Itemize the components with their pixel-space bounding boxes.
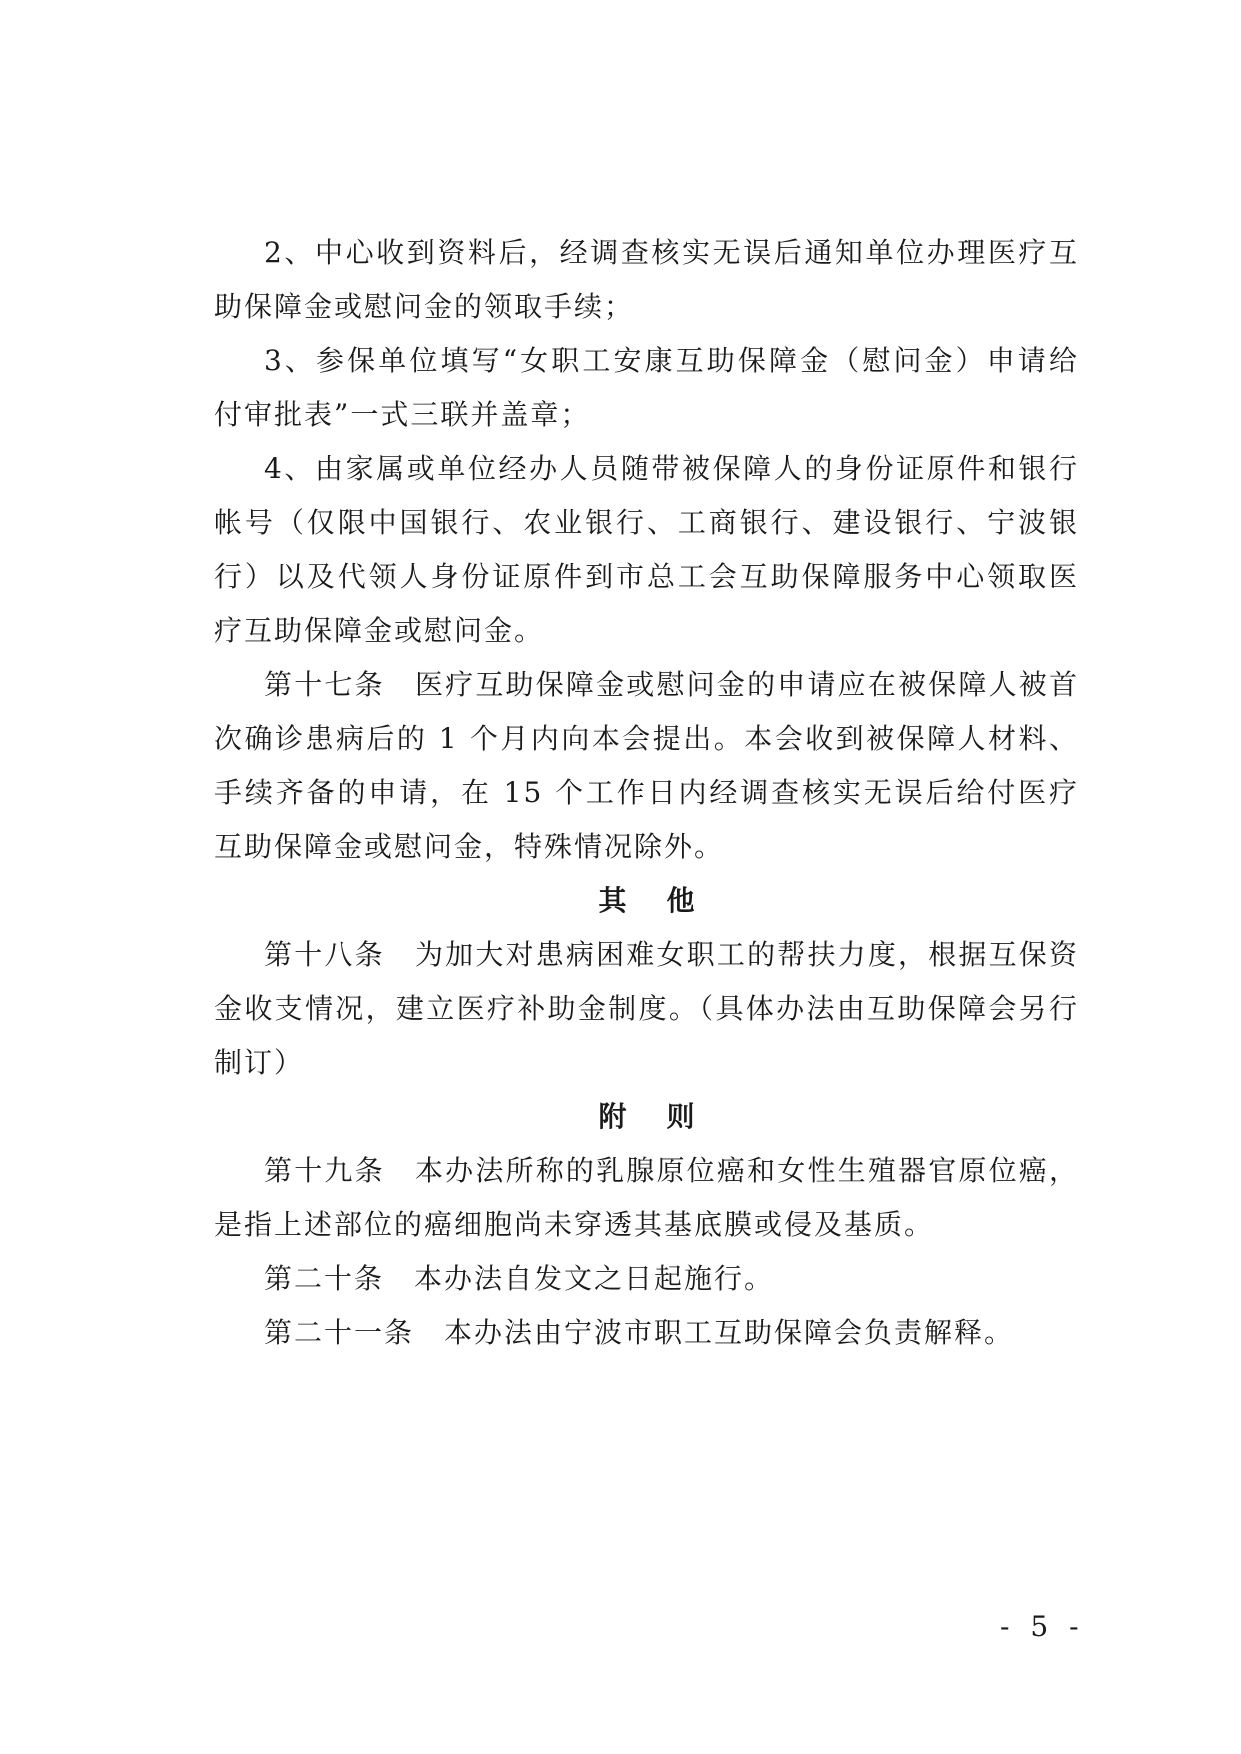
section-heading-supplementary: 附则	[598, 1100, 735, 1133]
article-21: 第二十一条 本办法由宁波市职工互助保障会负责解释。	[264, 1316, 1015, 1349]
paragraph-item-2: 2、中心收到资料后，经调查核实无误后通知单位办理医疗互助保障金或慰问金的领取手续；	[214, 236, 1079, 323]
article-17: 第十七条 医疗互助保障金或慰问金的申请应在被保障人被首次确诊患病后的 1 个月内向本会提出。本会收到被保障人材料、手续齐备的申请，在 15 个工作日内经调查核实无误后给付医疗互助保障金或慰问金，特殊情况除外。	[214, 668, 1079, 863]
document-body	[214, 226, 1079, 1360]
article-20: 第二十条 本办法自发文之日起施行。	[264, 1262, 775, 1295]
section-heading-other: 其他	[598, 884, 735, 917]
page-number: - 5 -	[1000, 1610, 1085, 1643]
article-19: 第十九条 本办法所称的乳腺原位癌和女性生殖器官原位癌，是指上述部位的癌细胞尚未穿透其基底膜或侵及基质。	[214, 1154, 1079, 1241]
paragraph-item-3: 3、参保单位填写“女职工安康互助保障金（慰问金）申请给付审批表”一式三联并盖章；	[214, 344, 1079, 431]
paragraph-item-4: 4、由家属或单位经办人员随带被保障人的身份证原件和银行帐号（仅限中国银行、农业银行、工商银行、建设银行、宁波银行）以及代领人身份证原件到市总工会互助保障服务中心领取医疗互助保障金或慰问金。	[214, 452, 1079, 647]
article-18: 第十八条 为加大对患病困难女职工的帮扶力度，根据互保资金收支情况，建立医疗补助金制度。（具体办法由互助保障会另行制订）	[214, 938, 1079, 1079]
